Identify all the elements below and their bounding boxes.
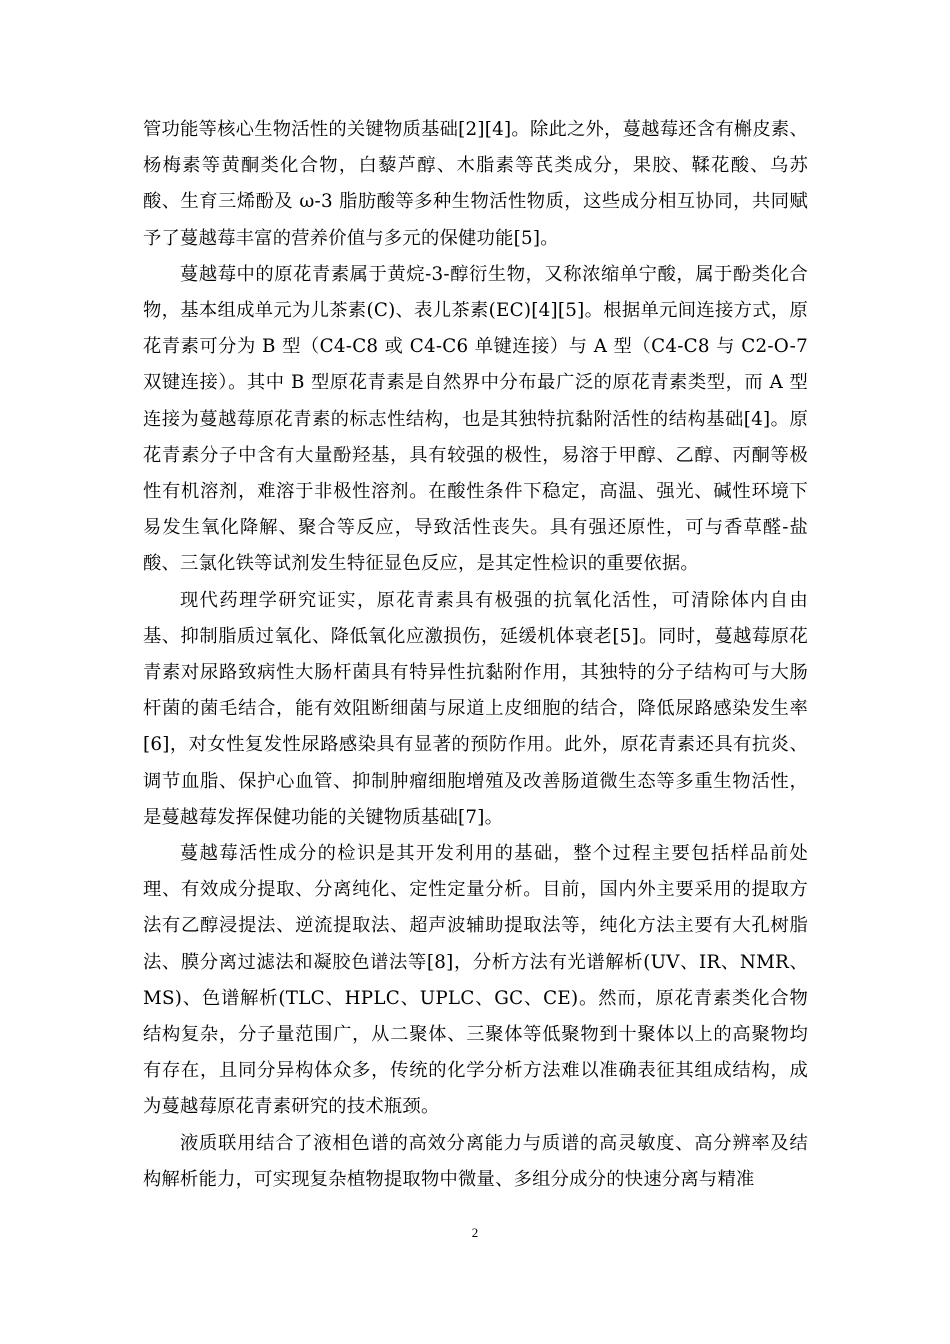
paragraph-4: 蔓越莓活性成分的检识是其开发利用的基础，整个过程主要包括样品前处理、有效成分提取、分离纯化、定性定量分析。目前，国内外主要采用的提取方法有乙醇浸提法、逆流提取法、超声波辅助提取法等，纯化方法主要有大孔树脂法、膜分离过滤法和凝胶色谱法等[8]，分析方法有光谱解析(UV、IR、NMR、MS)、色谱解析(TLC、HPLC、UPLC、GC、CE)。然而，原花青素类化合物结构复杂，分子量范围广，从二聚体、三聚体等低聚物到十聚体以上的高聚物均有存在，且同分异构体众多，传统的化学分析方法难以准确表征其组成结构，成为蔓越莓原花青素研究的技术瓶颈。: [143, 843, 808, 1118]
body-text: [143, 112, 808, 1198]
paragraph-1: 管功能等核心生物活性的关键物质基础[2][4]。除此之外，蔓越莓还含有槲皮素、杨梅素等黄酮类化合物，白藜芦醇、木脂素等芪类成分，果胶、鞣花酸、乌苏酸、生育三烯酚及 ω-3 脂肪酸等多种生物活性物质，这些成分相互协同，共同赋予了蔓越莓丰富的营养价值与多元的保健功能[5]。: [143, 119, 808, 249]
page-number: 2: [471, 1225, 479, 1240]
paragraph-5: 液质联用结合了液相色谱的高效分离能力与质谱的高灵敏度、高分辨率及结构解析能力，可实现复杂植物提取物中微量、多组分成分的快速分离与精准: [143, 1132, 808, 1190]
paragraph-2: 蔓越莓中的原花青素属于黄烷-3-醇衍生物，又称浓缩单宁酸，属于酚类化合物，基本组成单元为儿茶素(C)、表儿茶素(EC)[4][5]。根据单元间连接方式，原花青素可分为 B 型（C4-C8 或 C4-C6 单键连接）与 A 型（C4-C8 与 C2-O-7 双键连接）。其中 B 型原花青素是自然界中分布最广泛的原花青素类型，而 A 型连接为蔓越莓原花青素的标志性结构，也是其独特抗黏附活性的结构基础[4]。原花青素分子中含有大量酚羟基，具有较强的极性，易溶于甲醇、乙醇、丙酮等极性有机溶剂，难溶于非极性溶剂。在酸性条件下稳定，高温、强光、碱性环境下易发生氧化降解、聚合等反应，导致活性丧失。具有强还原性，可与香草醛-盐酸、三氯化铁等试剂发生特征显色反应，是其定性检识的重要依据。: [143, 263, 808, 575]
paragraph-3: 现代药理学研究证实，原花青素具有极强的抗氧化活性，可清除体内自由基、抑制脂质过氧化、降低氧化应激损伤，延缓机体衰老[5]。同时，蔓越莓原花青素对尿路致病性大肠杆菌具有特异性抗黏附作用，其独特的分子结构可与大肠杆菌的菌毛结合，能有效阻断细菌与尿道上皮细胞的结合，降低尿路感染发生率[6]，对女性复发性尿路感染具有显著的预防作用。此外，原花青素还具有抗炎、调节血脂、保护心血管、抑制肿瘤细胞增殖及改善肠道微生态等多重生物活性，是蔓越莓发挥保健功能的关键物质基础[7]。: [143, 589, 808, 828]
